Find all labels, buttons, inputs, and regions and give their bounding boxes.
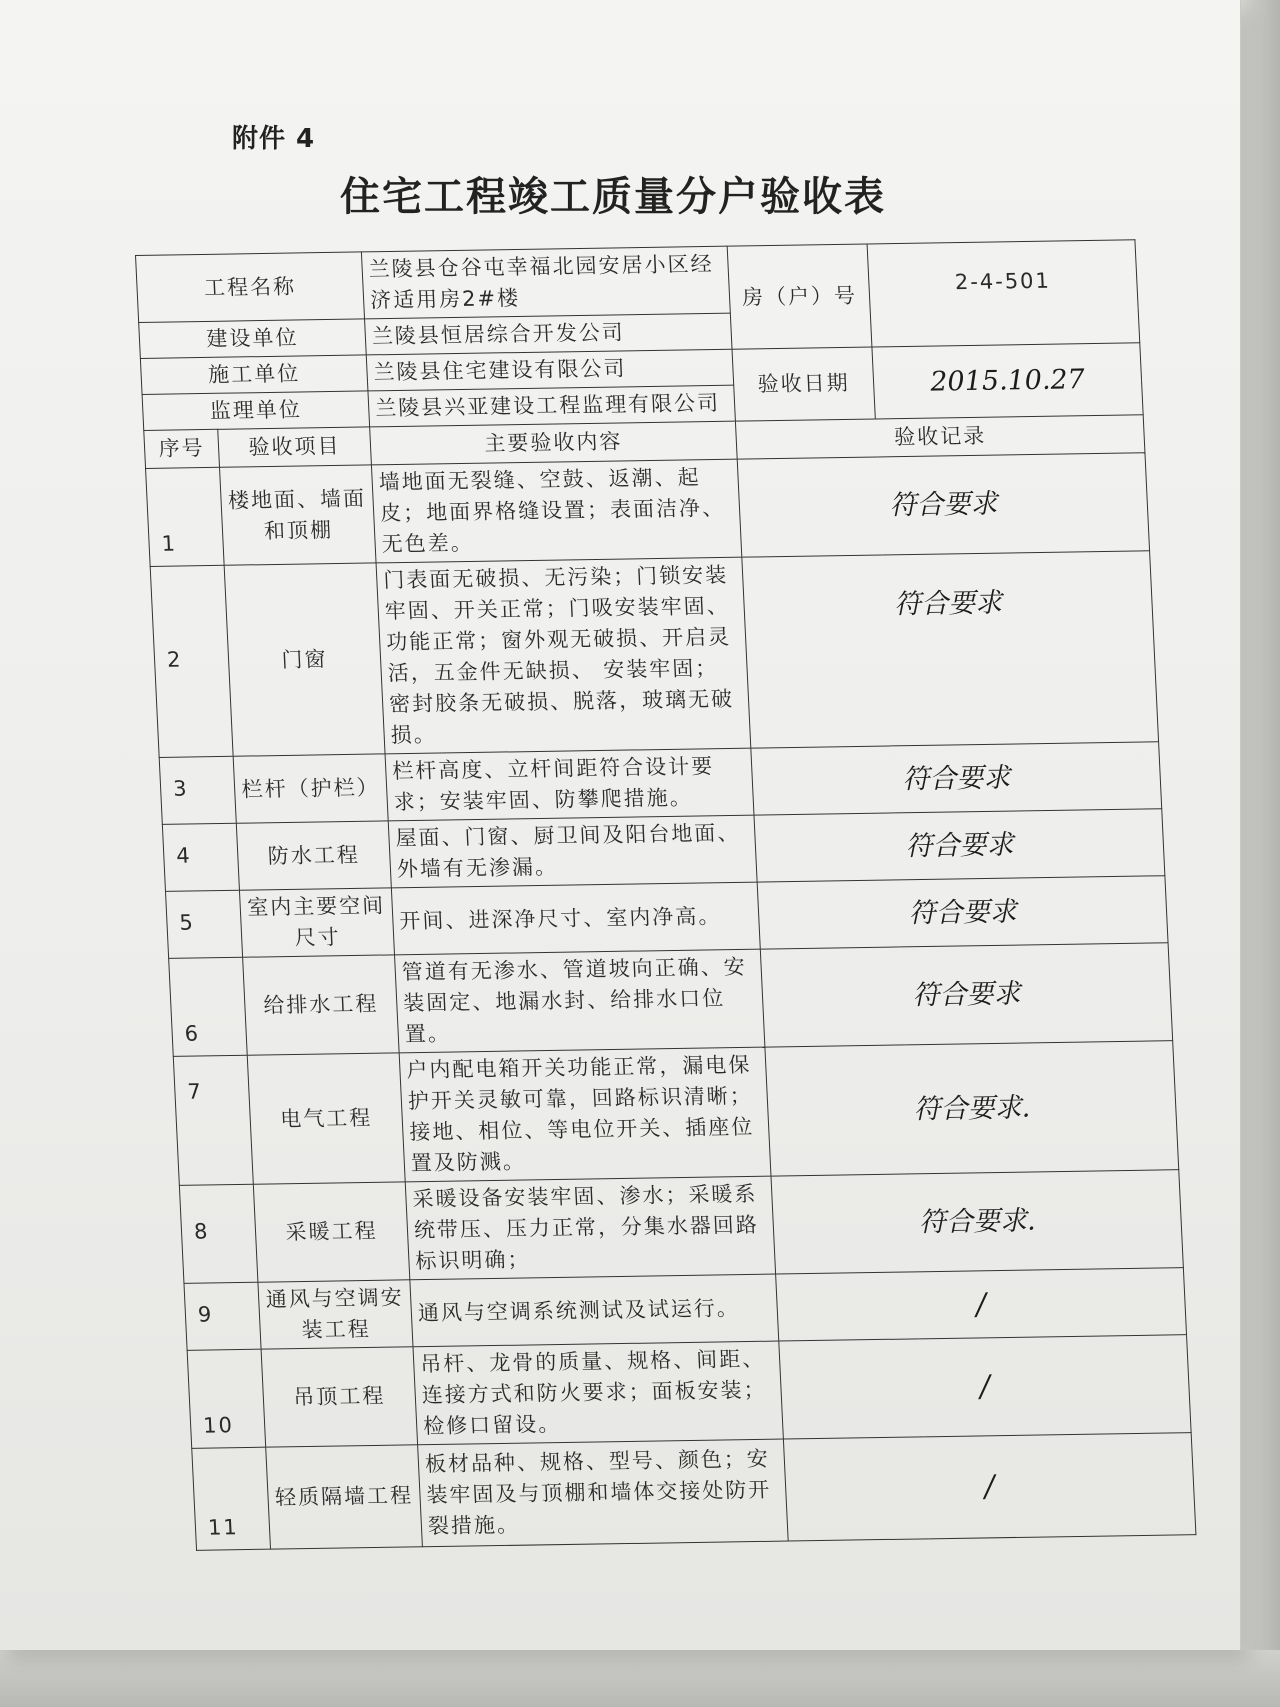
- project-label: 工程名称: [136, 252, 365, 323]
- col-item: 验收项目: [218, 427, 372, 467]
- row-no: 9: [184, 1282, 261, 1350]
- row-item: 轻质隔墙工程: [266, 1445, 423, 1549]
- row-record: /: [779, 1335, 1191, 1439]
- builder-value: 兰陵县恒居综合开发公司: [365, 313, 732, 355]
- room-value: 2-4-501: [867, 240, 1140, 347]
- row-item: 采暖工程: [253, 1182, 410, 1282]
- row-content: 通风与空调系统测试及试运行。: [410, 1274, 779, 1347]
- row-no: 6: [169, 957, 248, 1056]
- col-content: 主要验收内容: [370, 421, 738, 465]
- row-content: 户内配电箱开关功能正常，漏电保护开关灵敏可靠，回路标识清晰；接地、相位、等电位开关、插座位置及防溅。: [399, 1047, 771, 1182]
- row-item: 防水工程: [236, 821, 391, 890]
- col-no: 序号: [144, 429, 220, 468]
- row-item: 门窗: [224, 563, 385, 756]
- row-record: 符合要求: [757, 876, 1168, 949]
- row-no: 3: [159, 756, 236, 824]
- row-item: 栏杆（护栏）: [233, 754, 388, 823]
- contractor-label: 施工单位: [140, 355, 368, 395]
- row-content: 门表面无破损、无污染；门锁安装牢固、开关正常；门吸安装牢固、功能正常；窗外观无破损、开启灵活，五金件无缺损、 安装牢固；密封胶条无破损、脱落，玻璃无破损。: [376, 557, 751, 754]
- row-record: 符合要求: [751, 742, 1162, 815]
- table-row: [173, 1041, 1178, 1186]
- row-item: 楼地面、墙面和顶棚: [220, 465, 377, 565]
- date-value: 2015.10.27: [872, 343, 1143, 419]
- row-no: 5: [165, 890, 242, 958]
- row-content: 开间、进深净尺寸、室内净高。: [391, 882, 760, 955]
- row-content: 板材品种、规格、型号、颜色；安装牢固及与顶棚和墙体交接处防开裂措施。: [418, 1439, 789, 1547]
- table-row: [169, 943, 1173, 1057]
- project-value: 兰陵县仓谷屯幸福北园安居小区经济适用房2#楼: [361, 246, 730, 319]
- builder-label: 建设单位: [139, 319, 367, 359]
- row-record: 符合要求.: [765, 1041, 1179, 1176]
- contractor-value: 兰陵县住宅建设有限公司: [366, 349, 733, 391]
- date-label: 验收日期: [732, 347, 875, 421]
- paper-stack-edge: [1238, 0, 1280, 1707]
- row-record: /: [783, 1433, 1196, 1541]
- row-record: 符合要求: [737, 453, 1149, 557]
- paper-stack-bottom: [0, 1650, 1280, 1707]
- row-content: 吊杆、龙骨的质量、规格、间距、连接方式和防火要求；面板安装；检修口留设。: [413, 1341, 783, 1445]
- row-item: 给排水工程: [243, 955, 400, 1055]
- row-no: 2: [150, 565, 233, 757]
- attachment-label: 附件 4: [232, 124, 316, 154]
- row-no: 10: [187, 1349, 266, 1448]
- row-item: 室内主要空间尺寸: [239, 888, 394, 957]
- table-row: [179, 1170, 1183, 1284]
- room-label: 房（户）号: [727, 244, 872, 349]
- col-record: 验收记录: [735, 415, 1145, 459]
- supervisor-value: 兰陵县兴亚建设工程监理有限公司: [368, 385, 735, 427]
- row-content: 墙地面无裂缝、空鼓、返潮、起皮；地面界格缝设置；表面洁净、无色差。: [371, 459, 741, 563]
- form-title: 住宅工程竣工质量分户验收表: [340, 174, 886, 220]
- table-row: [150, 551, 1158, 758]
- row-content: 屋面、门窗、厨卫间及阳台地面、外墙有无渗漏。: [388, 815, 757, 888]
- row-record: 符合要求: [760, 943, 1172, 1047]
- row-no: 7: [173, 1055, 253, 1185]
- row-record: /: [776, 1268, 1187, 1341]
- table-row: [146, 453, 1150, 567]
- row-record: 符合要求: [742, 551, 1159, 748]
- row-no: 11: [192, 1447, 271, 1550]
- row-item: 吊顶工程: [261, 1347, 418, 1447]
- row-content: 采暖设备安装牢固、渗水；采暖系统带压、压力正常，分集水器回路标识明确；: [405, 1176, 775, 1280]
- acceptance-form: [135, 239, 1192, 1540]
- row-content: 栏杆高度、立杆间距符合设计要求；安装牢固、防攀爬措施。: [385, 748, 754, 821]
- table-row: [187, 1335, 1191, 1449]
- row-item: 电气工程: [247, 1053, 405, 1184]
- row-content: 管道有无渗水、管道坡向正确、安装固定、地漏水封、给排水口位置。: [395, 949, 765, 1053]
- row-record: 符合要求.: [771, 1170, 1183, 1274]
- row-record: 符合要求: [754, 809, 1165, 882]
- table-row: [192, 1433, 1196, 1551]
- acceptance-table: [135, 239, 1196, 1551]
- row-no: 4: [162, 823, 239, 891]
- supervisor-label: 监理单位: [142, 391, 370, 431]
- row-no: 8: [179, 1184, 258, 1283]
- info-row-project: [136, 240, 1139, 323]
- row-item: 通风与空调安装工程: [258, 1280, 413, 1349]
- row-no: 1: [146, 467, 225, 566]
